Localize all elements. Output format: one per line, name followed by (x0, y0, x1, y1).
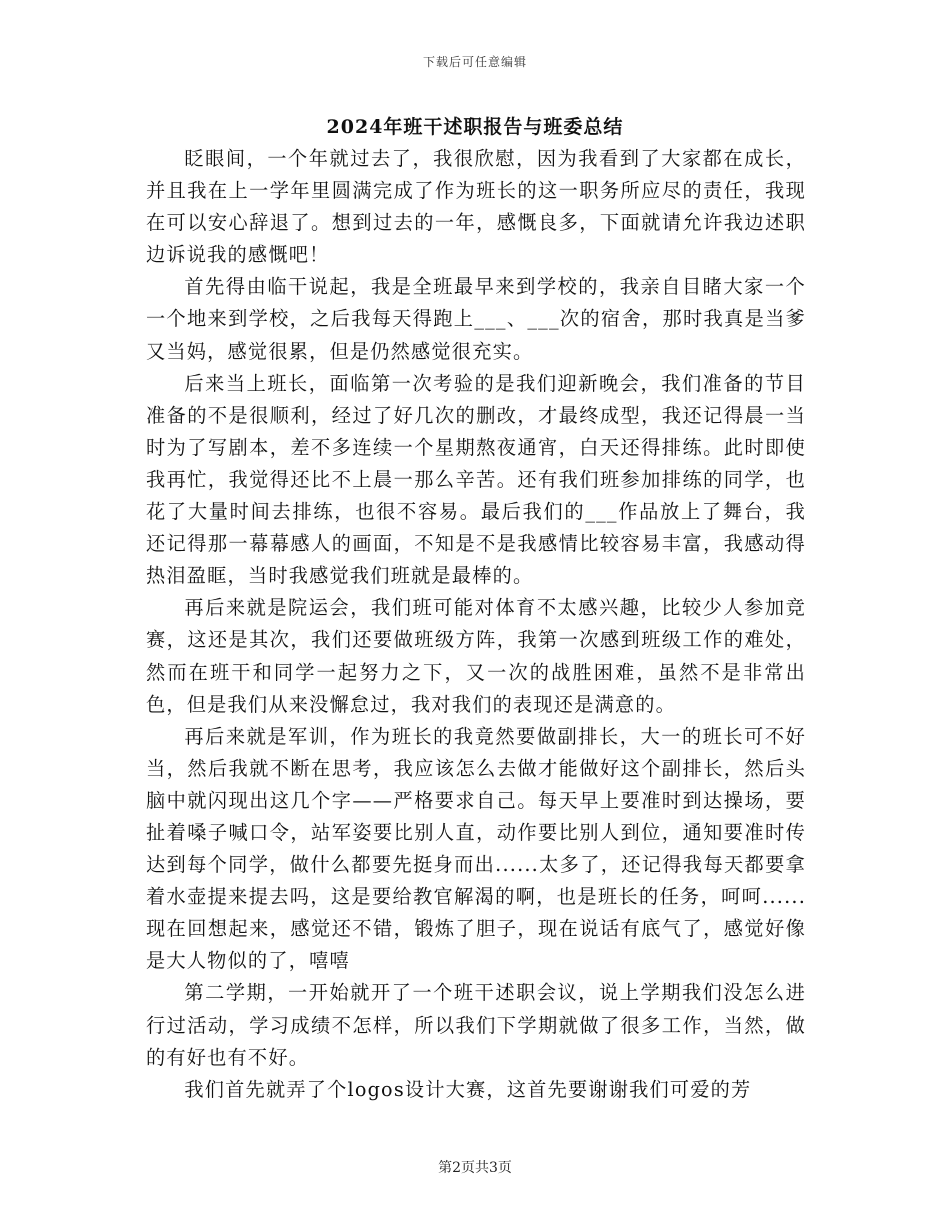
paragraph: 首先得由临干说起，我是全班最早来到学校的，我亲自目睹大家一个一个地来到学校，之后我每天得跑上___、___次的宿舍，那时我真是当爹又当妈，感觉很累，但是仍然感觉很充实。 (146, 275, 806, 363)
page-number: 第2页共3页 (438, 1160, 512, 1176)
paragraph: 眨眼间，一个年就过去了，我很欣慰，因为我看到了大家都在成长，并且我在上一学年里圆满完成了作为班长的这一职务所应尽的责任，我现在可以安心辞退了。想到过去的一年，感慨良多，下面就请允许我边述职边诉说我的感慨吧！ (146, 147, 806, 267)
paragraph: 我们首先就弄了个logos设计大赛，这首先要谢谢我们可爱的芳 (184, 1077, 752, 1101)
paragraph: 再后来就是院运会，我们班可能对体育不太感兴趣，比较少人参加竞赛，这还是其次，我们还要做班级方阵，我第一次感到班级工作的难处，然而在班干和同学一起努力之下，又一次的战胜困难，虽然不是非常出色，但是我们从来没懈怠过，我对我们的表现还是满意的。 (146, 596, 806, 716)
document-title: 2024年班干述职报告与班委总结 (326, 116, 624, 138)
paragraph: 第二学期，一开始就开了一个班干述职会议，说上学期我们没怎么进行过活动，学习成绩不怎样，所以我们下学期就做了很多工作，当然，做的有好也有不好。 (146, 981, 806, 1069)
page-header-note: 下载后可任意编辑 (422, 55, 527, 69)
document-body (146, 143, 806, 1106)
paragraph: 再后来就是军训，作为班长的我竟然要做副排长，大一的班长可不好当，然后我就不断在思考，我应该怎么去做才能做好这个副排长，然后头脑中就闪现出这几个字——严格要求自己。每天早上要准时到达操场，要扯着嗓子喊口令，站军姿要比别人直，动作要比别人到位，通知要准时传达到每个同学，做什么都要先挺身而出......太多了，还记得我每天都要拿着水壶提来提去吗，这是要给教官解渴的啊，也是班长的任务，呵呵......现在回想起来，感觉还不错，锻炼了胆子，现在说话有底气了，感觉好像是大人物似的了，嘻嘻 (146, 724, 806, 973)
paragraph: 后来当上班长，面临第一次考验的是我们迎新晚会，我们准备的节目准备的不是很顺利，经过了好几次的删改，才最终成型，我还记得晨一当时为了写剧本，差不多连续一个星期熬夜通宵，白天还得排练。此时即使我再忙，我觉得还比不上晨一那么辛苦。还有我们班参加排练的同学，也花了大量时间去排练，也很不容易。最后我们的___作品放上了舞台，我还记得那一幕幕感人的画面，不知是不是我感情比较容易丰富，我感动得热泪盈眶，当时我感觉我们班就是最棒的。 (146, 371, 806, 588)
